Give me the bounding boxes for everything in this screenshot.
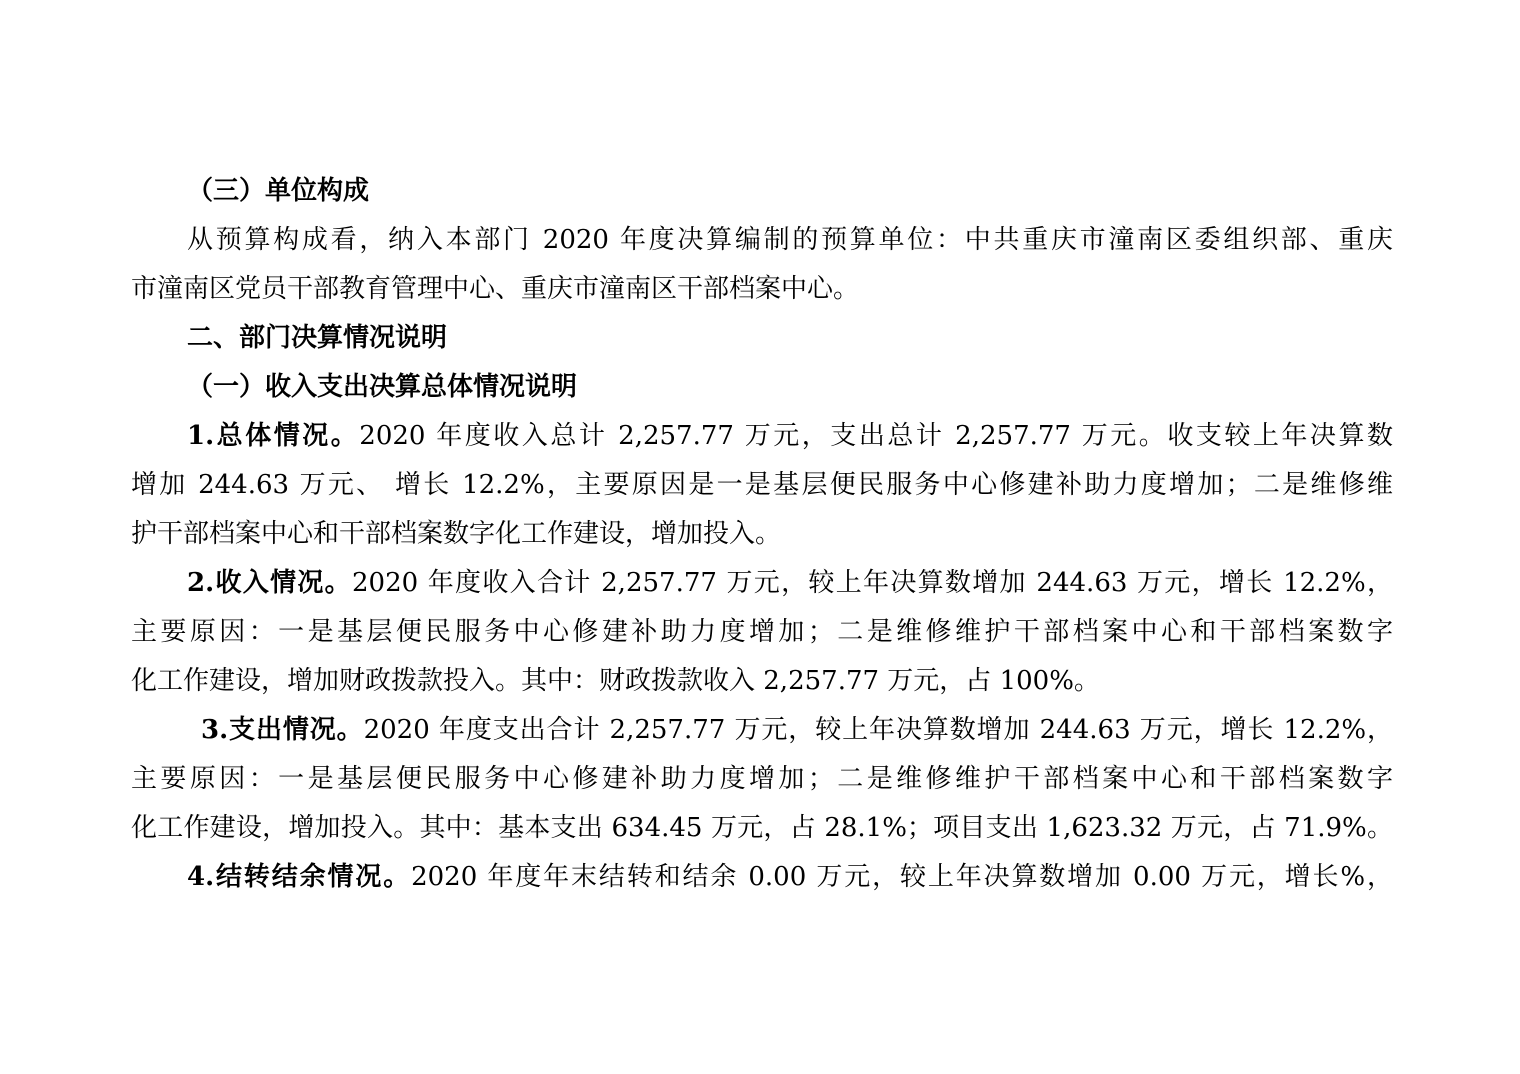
item4-line-1 — [131, 853, 1393, 902]
item4-text: 2020 年度年末结转和结余 0.00 万元，较上年决算数增加 0.00 万元，增长%， — [411, 862, 1393, 892]
item1-line-2: 增加 244.63 万元、 增长 12.2%，主要原因是一是基层便民服务中心修建补助力度增加；二是维修维 — [131, 470, 1393, 500]
item3-text: 2020 年度支出合计 2,257.77 万元，较上年决算数增加 244.63 万元，增长 12.2%， — [363, 715, 1393, 745]
item1-line-3: 护干部档案中心和干部档案数字化工作建设，增加投入。 — [131, 519, 782, 549]
paragraph-unit-line-2: 市潼南区党员干部教育管理中心、重庆市潼南区干部档案中心。 — [131, 274, 860, 304]
item3-line-1 — [131, 706, 1393, 755]
section-heading-income-expense-overview: （一）收入支出决算总体情况说明 — [187, 372, 578, 402]
item2-text: 2020 年度收入合计 2,257.77 万元，较上年决算数增加 244.63 万元，增长 12.2%， — [351, 568, 1393, 598]
item2-line-3: 化工作建设，增加财政拨款投入。其中：财政拨款收入 2,257.77 万元，占 100%。 — [131, 666, 1100, 696]
section-heading-unit-composition: （三）单位构成 — [187, 176, 370, 206]
item4-label: 4.结转结余情况。 — [187, 862, 412, 892]
item3-line-3: 化工作建设，增加投入。其中：基本支出 634.45 万元，占 28.1%；项目支出 1,623.32 万元，占 71.9%。 — [131, 813, 1393, 843]
paragraph-unit-line-1: 从预算构成看，纳入本部门 2020 年度决算编制的预算单位：中共重庆市潼南区委组织部、重庆 — [187, 225, 1393, 255]
item1-text: 2020 年度收入总计 2,257.77 万元，支出总计 2,257.77 万元。收支较上年决算数 — [359, 421, 1393, 451]
item3-label: 3.支出情况。 — [201, 715, 364, 745]
document-body — [131, 167, 1393, 902]
item1-line-1 — [131, 412, 1393, 461]
item1-label: 1.总体情况。 — [187, 421, 360, 451]
chapter-heading-final-accounts: 二、部门决算情况说明 — [187, 323, 448, 353]
item3-line-2: 主要原因：一是基层便民服务中心修建补助力度增加；二是维修维护干部档案中心和干部档案数字 — [131, 764, 1393, 794]
item2-label: 2.收入情况。 — [187, 568, 352, 598]
item2-line-2: 主要原因：一是基层便民服务中心修建补助力度增加；二是维修维护干部档案中心和干部档案数字 — [131, 617, 1393, 647]
item2-line-1 — [131, 559, 1393, 608]
